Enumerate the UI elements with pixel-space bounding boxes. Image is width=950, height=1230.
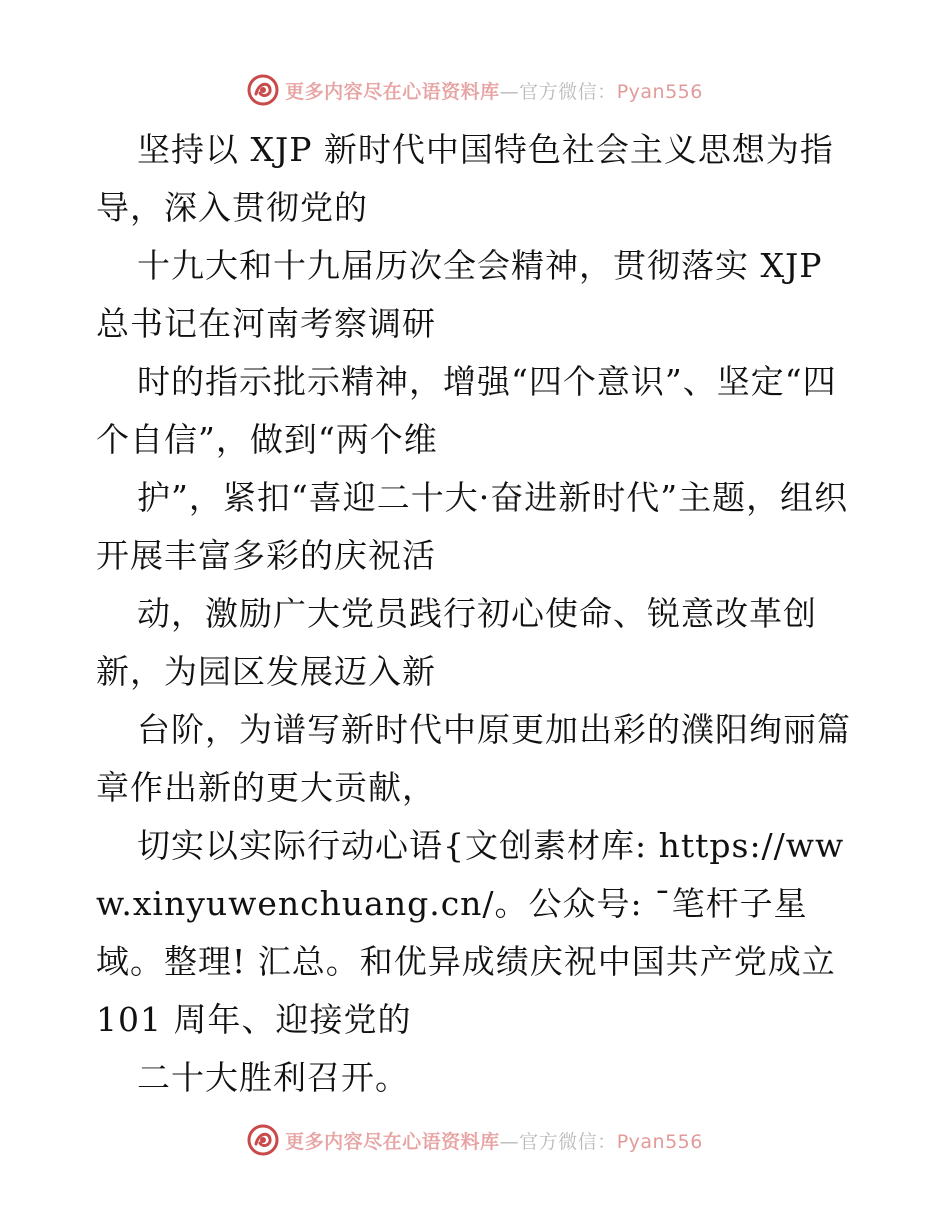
brand [247, 74, 703, 106]
red-swirl-logo-icon [247, 74, 279, 106]
paragraph-3: 时的指示批示精神，增强“四个意识”、坚定“四个自信”，做到“两个维 [96, 362, 837, 459]
paragraph-5: 动，激励广大党员践行初心使命、锐意改革创新，为园区发展迈入新 [96, 594, 817, 691]
paragraph-2: 十九大和十九届历次全会精神，贯彻落实 XJP 总书记在河南考察调研 [96, 246, 834, 343]
footer-promo-text: 更多内容尽在心语资料库 [285, 1130, 500, 1153]
header-banner [0, 70, 950, 110]
footer-text [285, 1127, 703, 1154]
footer-wechat-label: 官方微信： [519, 1130, 617, 1153]
red-swirl-logo-icon [247, 1124, 279, 1156]
document-body [96, 121, 856, 1107]
paragraph-6: 台阶，为谱写新时代中原更加出彩的濮阳绚丽篇章作出新的更大贡献， [96, 710, 851, 807]
footer-wechat-id: Pyan556 [616, 1130, 703, 1153]
paragraph-7: 切实以实际行动心语{文创素材库: https://www.xinyuwenchuang.cn/。公众号: ¯笔杆子星域。整理! 汇总。和优异成绩庆祝中国共产党成立 101 周年、迎接党的 [96, 826, 848, 1039]
paragraph-4: 护”，紧扣“喜迎二十大·奋进新时代”主题，组织开展丰富多彩的庆祝活 [96, 478, 849, 575]
paragraph-8: 二十大胜利召开。 [137, 1058, 409, 1097]
header-promo-text: 更多内容尽在心语资料库 [285, 80, 500, 103]
header-wechat-label: 官方微信： [519, 80, 617, 103]
paragraph-1: 坚持以 XJP 新时代中国特色社会主义思想为指导，深入贯彻党的 [96, 130, 834, 227]
footer-banner [0, 1120, 950, 1160]
header-separator: — [499, 80, 520, 103]
footer-brand [247, 1124, 703, 1156]
header-text [285, 77, 703, 104]
header-wechat-id: Pyan556 [616, 80, 703, 103]
footer-separator: — [499, 1130, 520, 1153]
